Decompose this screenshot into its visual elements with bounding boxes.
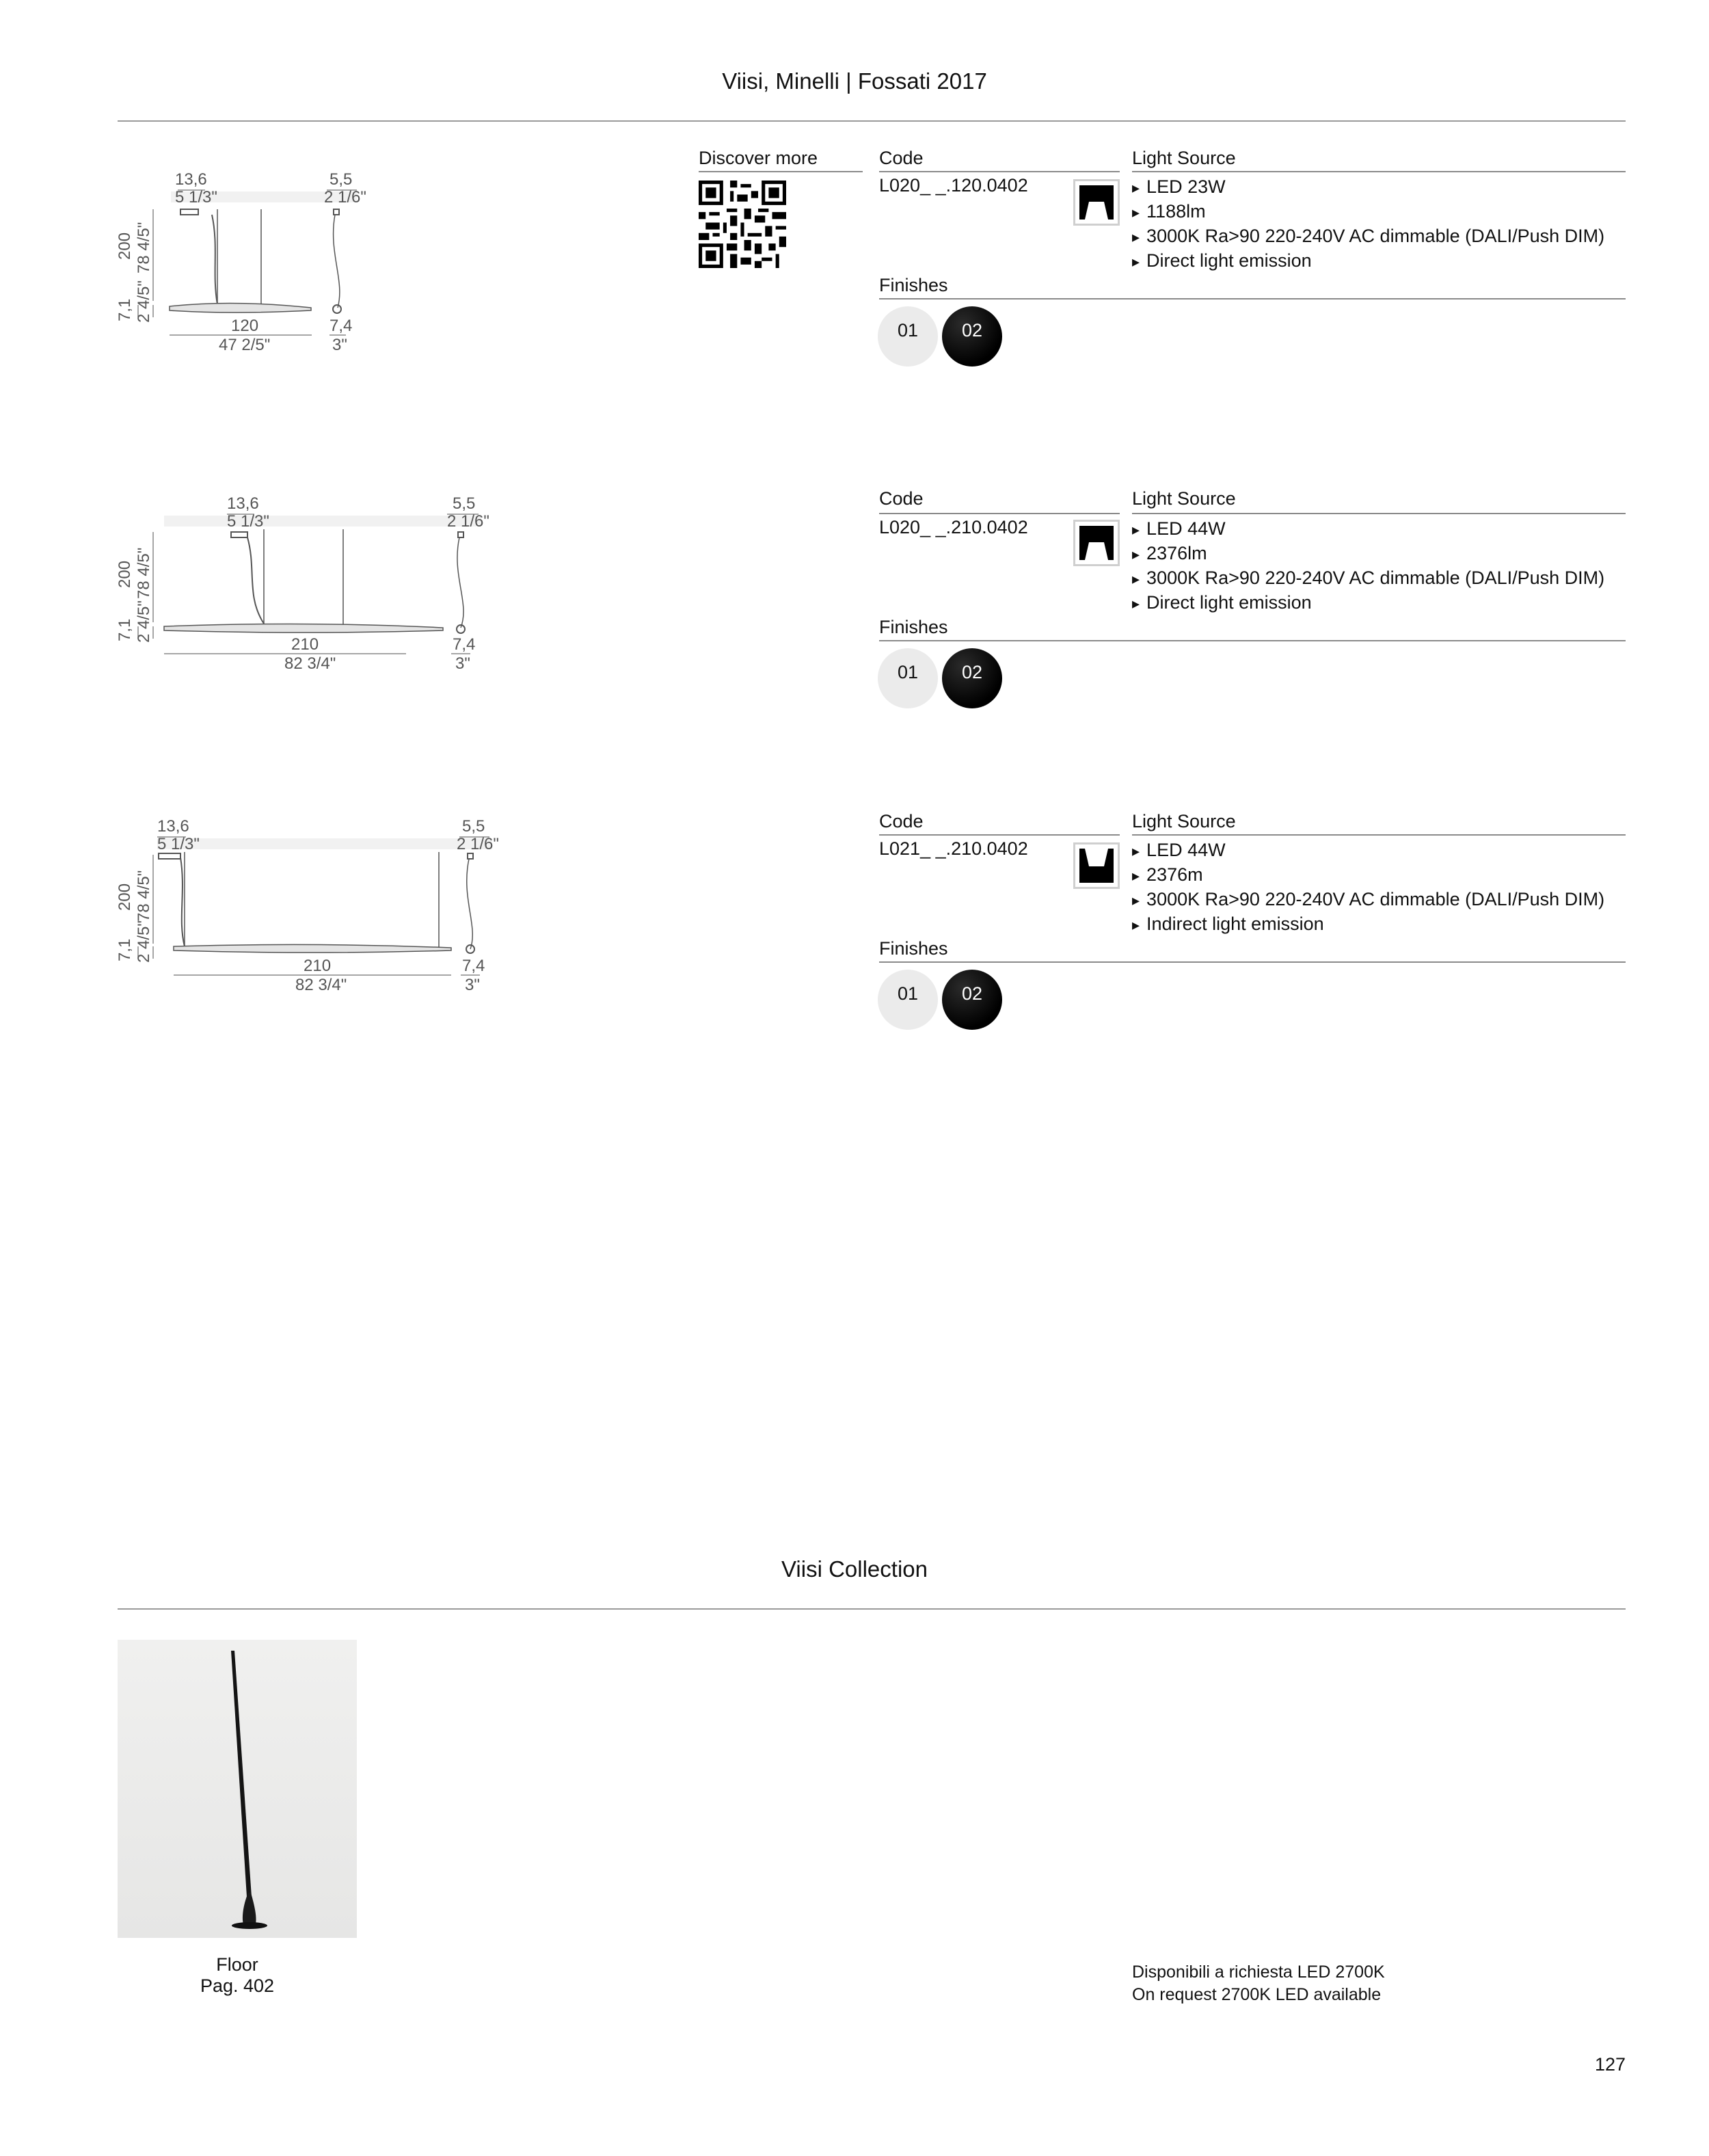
- product-1-finishes-divider: [879, 298, 1626, 300]
- drawing-dim-left-bottom: 5 1/3": [157, 835, 200, 853]
- product-2-light-source-label: Light Source: [1132, 488, 1236, 509]
- product-1-code-divider: [879, 171, 1120, 172]
- product-2-code-label: Code: [879, 488, 924, 509]
- finish-swatch-white[interactable]: 01: [878, 306, 938, 367]
- finish-swatch-black[interactable]: 02: [942, 306, 1002, 367]
- list-item: ▸ 3000K Ra>90 220-240V AC dimmable (DALI/Push DIM): [1132, 566, 1604, 591]
- drawing-dim-thick-in: 2 4/5": [135, 920, 153, 963]
- drawing-dim-height-cm: 200: [116, 232, 134, 260]
- list-item: ▸ Direct light emission: [1132, 591, 1604, 615]
- discover-more-label: Discover more: [699, 148, 818, 168]
- product-1-code-value: L020_ _.120.0402: [879, 175, 1028, 196]
- drawing-dim-width-in: 82 3/4": [295, 976, 347, 994]
- product-1-finishes-label: Finishes: [879, 275, 948, 295]
- drawing-dim-depth-in: 3": [332, 336, 347, 354]
- drawing-dim-height-in: 78 4/5": [135, 870, 153, 922]
- drawing-dim-thick-cm: 7,1: [116, 938, 134, 961]
- product-3-code-label: Code: [879, 811, 924, 831]
- product-2-light-source-divider: [1132, 513, 1626, 514]
- drawing-dim-right-bottom: 2 1/6": [447, 512, 489, 531]
- drawing-dim-width-cm: 210: [304, 957, 332, 975]
- drawing-dim-height-cm: 200: [116, 560, 134, 588]
- product-2-light-source-list: [1132, 517, 1604, 615]
- list-item: ▸ 2376m: [1132, 863, 1604, 888]
- floor-caption: [118, 1954, 357, 1997]
- product-3-finishes-divider: [879, 961, 1626, 963]
- drawing-dim-thick-in: 2 4/5": [135, 600, 153, 643]
- product-3-code-value: L021_ _.210.0402: [879, 838, 1028, 859]
- drawing-dim-left-bottom: 5 1/3": [175, 188, 217, 207]
- drawing-dim-thick-cm: 7,1: [116, 618, 134, 641]
- drawing-dim-width-cm: 210: [291, 635, 319, 654]
- page-title: Viisi, Minelli | Fossati 2017: [722, 68, 987, 94]
- product-1-emission-icon: [1073, 179, 1120, 226]
- drawing-dim-depth-in: 3": [455, 654, 470, 673]
- product-1-light-source-list: [1132, 175, 1604, 274]
- qr-code[interactable]: [699, 181, 786, 268]
- drawing-dim-depth-cm: 7,4: [329, 317, 353, 335]
- drawing-dim-right-bottom: 2 1/6": [324, 188, 366, 207]
- drawing-dim-depth-cm: 7,4: [453, 635, 476, 654]
- product-2-technical-drawing: [109, 487, 492, 678]
- list-item: ▸ LED 44W: [1132, 838, 1604, 863]
- product-1-light-source-divider: [1132, 171, 1626, 172]
- list-item: ▸ 2376lm: [1132, 542, 1604, 566]
- product-3-light-source-label: Light Source: [1132, 811, 1236, 831]
- list-item: ▸ 3000K Ra>90 220-240V AC dimmable (DALI/Push DIM): [1132, 224, 1604, 249]
- product-1-light-source-label: Light Source: [1132, 148, 1236, 168]
- drawing-dim-width-cm: 120: [231, 317, 259, 335]
- page-number: 127: [1594, 2054, 1626, 2075]
- collection-title: Viisi Collection: [781, 1556, 928, 1582]
- floor-page-link[interactable]: Pag. 402: [200, 1975, 275, 1996]
- drawing-dim-depth-cm: 7,4: [462, 957, 485, 975]
- product-2-finishes-label: Finishes: [879, 617, 948, 637]
- drawing-dim-height-in: 78 4/5": [135, 547, 153, 599]
- drawing-dim-width-in: 82 3/4": [284, 654, 336, 673]
- list-item: ▸ 1188lm: [1132, 200, 1604, 224]
- drawing-dim-right-top: 5,5: [329, 170, 353, 189]
- drawing-dim-depth-in: 3": [465, 976, 480, 994]
- drawing-dim-thick-cm: 7,1: [116, 298, 134, 321]
- discover-divider: [699, 171, 863, 172]
- drawing-dim-height-cm: 200: [116, 883, 134, 911]
- list-item: ▸ LED 23W: [1132, 175, 1604, 200]
- product-1-code-label: Code: [879, 148, 924, 168]
- drawing-dim-left-top: 13,6: [227, 494, 259, 513]
- drawing-dim-right-top: 5,5: [462, 817, 485, 836]
- drawing-dim-left-top: 13,6: [157, 817, 189, 836]
- product-2-finishes-divider: [879, 640, 1626, 641]
- drawing-dim-height-in: 78 4/5": [135, 222, 153, 274]
- finish-swatch-white[interactable]: 01: [878, 970, 938, 1030]
- product-3-light-source-list: [1132, 838, 1604, 937]
- drawing-dim-left-top: 13,6: [175, 170, 207, 189]
- finish-swatch-black[interactable]: 02: [942, 648, 1002, 708]
- product-2-code-value: L020_ _.210.0402: [879, 517, 1028, 537]
- product-3-technical-drawing: [109, 810, 506, 1008]
- drawing-dim-width-in: 47 2/5": [219, 336, 271, 354]
- list-item: ▸ 3000K Ra>90 220-240V AC dimmable (DALI/Push DIM): [1132, 888, 1604, 912]
- product-1-technical-drawing: [109, 164, 369, 362]
- finish-swatch-black[interactable]: 02: [942, 970, 1002, 1030]
- product-3-finishes-label: Finishes: [879, 938, 948, 959]
- product-3-emission-icon: [1073, 842, 1120, 889]
- product-2-emission-icon: [1073, 520, 1120, 566]
- product-2-code-divider: [879, 513, 1120, 514]
- list-item: ▸ Indirect light emission: [1132, 912, 1604, 937]
- list-item: ▸ LED 44W: [1132, 517, 1604, 542]
- product-3-code-divider: [879, 834, 1120, 836]
- drawing-dim-thick-in: 2 4/5": [135, 280, 153, 323]
- product-3-light-source-divider: [1132, 834, 1626, 836]
- availability-note: [1132, 1961, 1385, 2006]
- drawing-dim-left-bottom: 5 1/3": [227, 512, 269, 531]
- note-italian: Disponibili a richiesta LED 2700K: [1132, 1962, 1385, 1982]
- collection-divider: [118, 1608, 1626, 1610]
- floor-lamp-image[interactable]: [118, 1640, 357, 1938]
- floor-name: Floor: [216, 1954, 258, 1975]
- finish-swatch-white[interactable]: 01: [878, 648, 938, 708]
- drawing-dim-right-bottom: 2 1/6": [457, 835, 499, 853]
- note-english: On request 2700K LED available: [1132, 1985, 1382, 2004]
- drawing-dim-right-top: 5,5: [453, 494, 476, 513]
- list-item: ▸ Direct light emission: [1132, 249, 1604, 274]
- header-divider: [118, 120, 1626, 122]
